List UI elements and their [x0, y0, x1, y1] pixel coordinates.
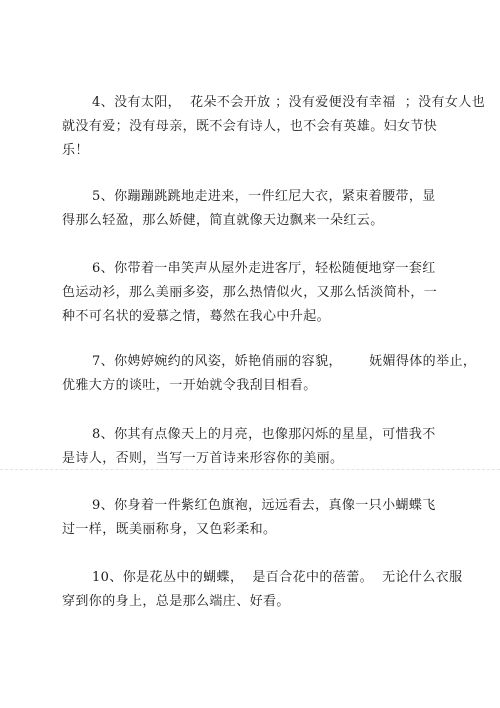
paragraph-line: 8、你其有点像天上的月亮，也像那闪烁的星星，可惜我不	[92, 427, 436, 442]
paragraph-line: 优雅大方的谈吐，一开始就令我刮目相看。	[62, 378, 317, 393]
paragraph-line: 6、你带着一串笑声从屋外走进客厅，轻松随便地穿一套红	[92, 261, 436, 276]
paragraph-6	[62, 257, 462, 329]
paragraph-line: 种不可名状的爱慕之情，蓦然在我心中升起。	[62, 309, 331, 324]
paragraph-line: 5、你蹦蹦跳跳地走进来，一件红尼大衣，紧束着腰带，显	[92, 189, 436, 204]
paragraph-line: 色运动衫，那么美丽多姿，那么热情似火，又那么恬淡简朴，一	[62, 285, 438, 300]
paragraph-line: 穿到你的身上，总是那么端庄、好看。	[62, 594, 290, 609]
paragraph-line: 9、你身着一件紫红色旗袍，远远看去，真像一只小蝴蝶飞	[92, 498, 436, 513]
paragraph-line: 4、没有太阳， 花朵不会开放 ；没有爱便没有幸福 ；没有女人也	[92, 95, 486, 110]
paragraph-10	[62, 566, 462, 614]
paragraph-line: 过一样，既美丽称身，又色彩柔和。	[62, 522, 277, 537]
paragraph-5	[62, 185, 462, 233]
paragraph-7	[62, 350, 477, 398]
paragraph-9	[62, 494, 462, 542]
paragraph-line: 得那么轻盈，那么娇健，简直就像天边飘来一朵红云。	[62, 213, 384, 228]
paragraph-line: 是诗人，否则，当写一万首诗来形容你的美丽。	[62, 451, 344, 466]
paragraph-line: 7、你娉婷婉约的风姿，娇艳俏丽的容貌， 妩媚得体的举止，	[92, 354, 477, 369]
paragraph-4	[62, 91, 486, 163]
page-divider	[0, 469, 500, 470]
paragraph-line: 乐！	[62, 143, 89, 158]
paragraph-line: 10、你是花丛中的蝴蝶， 是百合花中的蓓蕾。 无论什么衣服	[92, 570, 463, 585]
paragraph-8	[62, 423, 462, 471]
paragraph-line: 就没有爱；没有母亲，既不会有诗人，也不会有英雄。妇女节快	[62, 119, 438, 134]
